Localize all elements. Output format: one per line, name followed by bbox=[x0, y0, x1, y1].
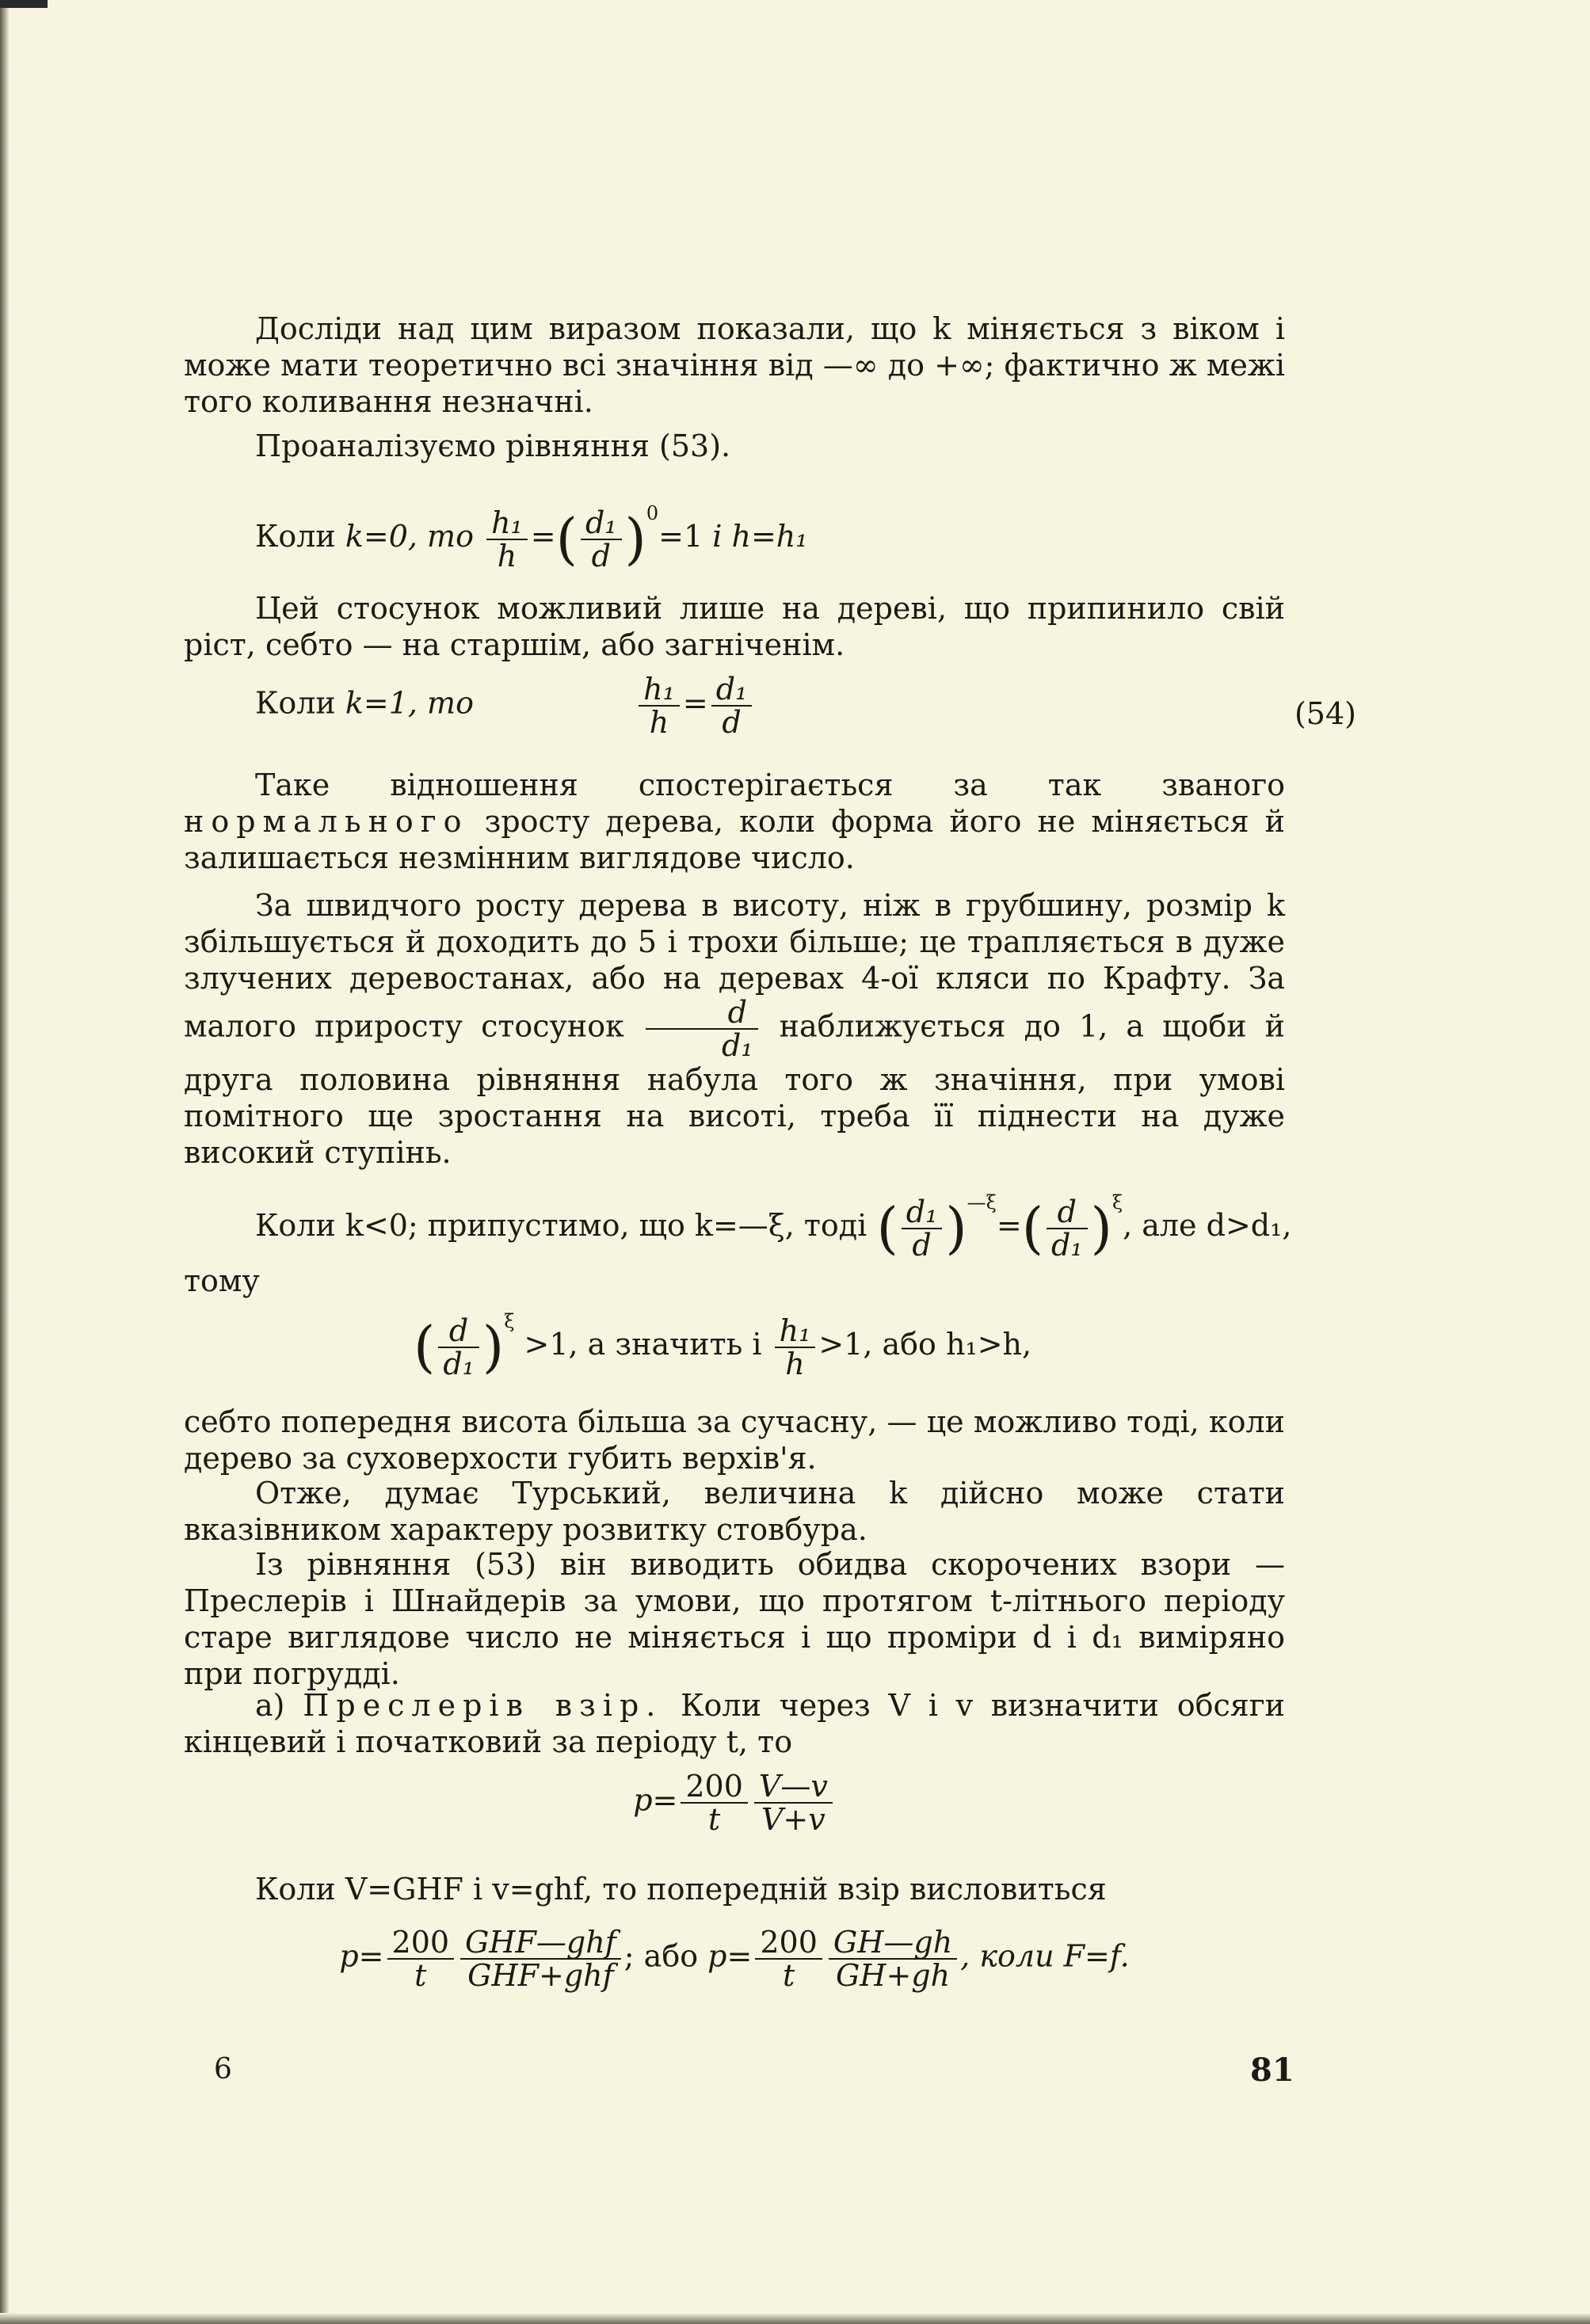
spaced-emphasis: Преслерів взір. bbox=[303, 1688, 663, 1723]
page-binding-edge bbox=[0, 0, 10, 2324]
paragraph-text: Із рівняння (53) він виводить обидва скорочених взори — Преслерів і Шнайдерів за умови, що протягом t-літнього періоду старе виглядове число не міняється і що проміри d і d₁ виміряно при погрудді. bbox=[184, 1547, 1285, 1691]
formula-lead: Коли k<0; припустимо, що k=—ξ, тоді bbox=[255, 1208, 867, 1243]
formula-lead: Коли bbox=[255, 519, 336, 554]
paragraph-1 bbox=[184, 311, 1285, 420]
paragraph-5 bbox=[184, 887, 1285, 1171]
paragraph-text: Коли V=GHF і v=ghf, то попередній взір висловиться bbox=[255, 1872, 1107, 1907]
paragraph-2 bbox=[184, 428, 1285, 464]
formula-case-k0: Коли k=0, то $\frac{\text{h₁}}{h}$ =( $\frac{\text{d₁}}{d}$ )$^0$=1 і h=h₁ bbox=[255, 502, 808, 573]
equation-number: (54) bbox=[1294, 696, 1356, 731]
paragraph-text: тому bbox=[184, 1263, 260, 1298]
paragraph-text: себто попередня висота більша за сучасну, — це можливо тоді, коли дерево за суховерхости губить верхів'я. bbox=[184, 1404, 1285, 1476]
formula-inequality: ( $\frac{d}{\text{d₁}}$ )$^\xi$ >1, а значить і $\frac{\text{h₁}}{h}$ >1, або h₁>h, bbox=[414, 1310, 1032, 1381]
formula-tail: і h=h₁ bbox=[712, 519, 808, 554]
formula-lead: Коли bbox=[255, 685, 336, 721]
formula-condition: k=1, то bbox=[345, 685, 474, 721]
paragraph-6 bbox=[184, 1404, 1285, 1476]
fraction-d1-over-d: $\frac{\text{d₁}}{d}$ bbox=[711, 673, 753, 738]
paragraph-text: Цей стосунок можливий лише на дереві, що припинило свій ріст, себто — на старшім, або загніченім. bbox=[184, 591, 1285, 662]
paragraph-text: Досліди над цим виразом показали, що k міняється з віком і може мати теоретично всі значіння від —∞ до +∞; фактично ж межі того коливання незначні. bbox=[184, 311, 1285, 419]
spaced-emphasis: нормального bbox=[184, 804, 469, 839]
formula-case-k1: Коли k=1, то $\frac{\text{h₁}}{h}$ = $\frac{\text{d₁}}{d}$ (54) bbox=[255, 672, 1356, 740]
page-bottom-edge bbox=[0, 2313, 1590, 2324]
formula-presler: p= $\frac{200}{t}$ $\frac{V—v}{V+v}$ bbox=[184, 1770, 1285, 1835]
paragraph-7 bbox=[184, 1475, 1285, 1548]
fraction-d-over-d1: $\frac{d}{\text{d₁}}$ bbox=[646, 996, 758, 1061]
paragraph-10 bbox=[184, 1871, 1285, 1907]
signature-mark: 6 bbox=[214, 2053, 232, 2086]
paragraph-9 bbox=[184, 1687, 1285, 1760]
fraction-h1-over-h: $\frac{\text{h₁}}{h}$ bbox=[486, 507, 528, 572]
fraction-h1-over-h: $\frac{\text{h₁}}{h}$ bbox=[639, 673, 680, 738]
formula-final: p= $\frac{200}{t}$ $\frac{\text{GHF—ghf}}{\text{GHF+ghf}}$ ; або p= $\frac{200}{t}$ $\frac{GH—gh}{GH+gh}$ , коли F=f. bbox=[339, 1925, 1130, 1993]
paragraph-3 bbox=[184, 590, 1285, 663]
paragraph-text: Таке відношення спостерігається за так званого нормального зросту дерева, коли форма його не міняється й залишається незмінним виглядове число. bbox=[184, 768, 1285, 875]
paragraph-tomu bbox=[184, 1263, 1285, 1299]
page-number: 81 bbox=[1250, 2052, 1294, 2089]
paragraph-text: За швидчого росту дерева в висоту, ніж в грубшину, розмір k збільшується й доходить до 5 і трохи більше; це трапляється в дуже злучених деревостанах, або на деревах 4-ої кляси по Крафту. За малого приросту стосунок $\frac{d}{\text{d₁}}$ наближується до 1, а щоби й друга половина рівняння набула того ж значіння, при умові помітного ще зростання на висоті, треба її піднести на дуже високий ступінь. bbox=[184, 888, 1285, 1170]
paragraph-text: а) Преслерів взір. Коли через V і v визначити обсяги кінцевий і початковий за періоду t, то bbox=[184, 1688, 1285, 1759]
paragraph-8 bbox=[184, 1546, 1285, 1692]
formula-case-negative: Коли k<0; припустимо, що k=—ξ, тоді ( $\frac{\text{d₁}}{d}$ )$^{—\xi}$=( $\frac{d}{\text{d₁}}$ )$^\xi$, але d>d₁, bbox=[255, 1191, 1292, 1263]
paragraph-text: Отже, думає Турський, величина k дійсно може стати вказівником характеру розвитку стовбура. bbox=[184, 1476, 1285, 1547]
fraction-d1-over-d: $\frac{\text{d₁}}{d}$ bbox=[581, 507, 622, 572]
paragraph-4 bbox=[184, 767, 1285, 876]
formula-condition: k=0, то bbox=[345, 519, 474, 554]
paragraph-text: Проаналізуємо рівняння (53). bbox=[255, 429, 731, 463]
formula-tail: , але d>d₁, bbox=[1123, 1208, 1292, 1243]
corner-scan-mark bbox=[0, 0, 48, 8]
